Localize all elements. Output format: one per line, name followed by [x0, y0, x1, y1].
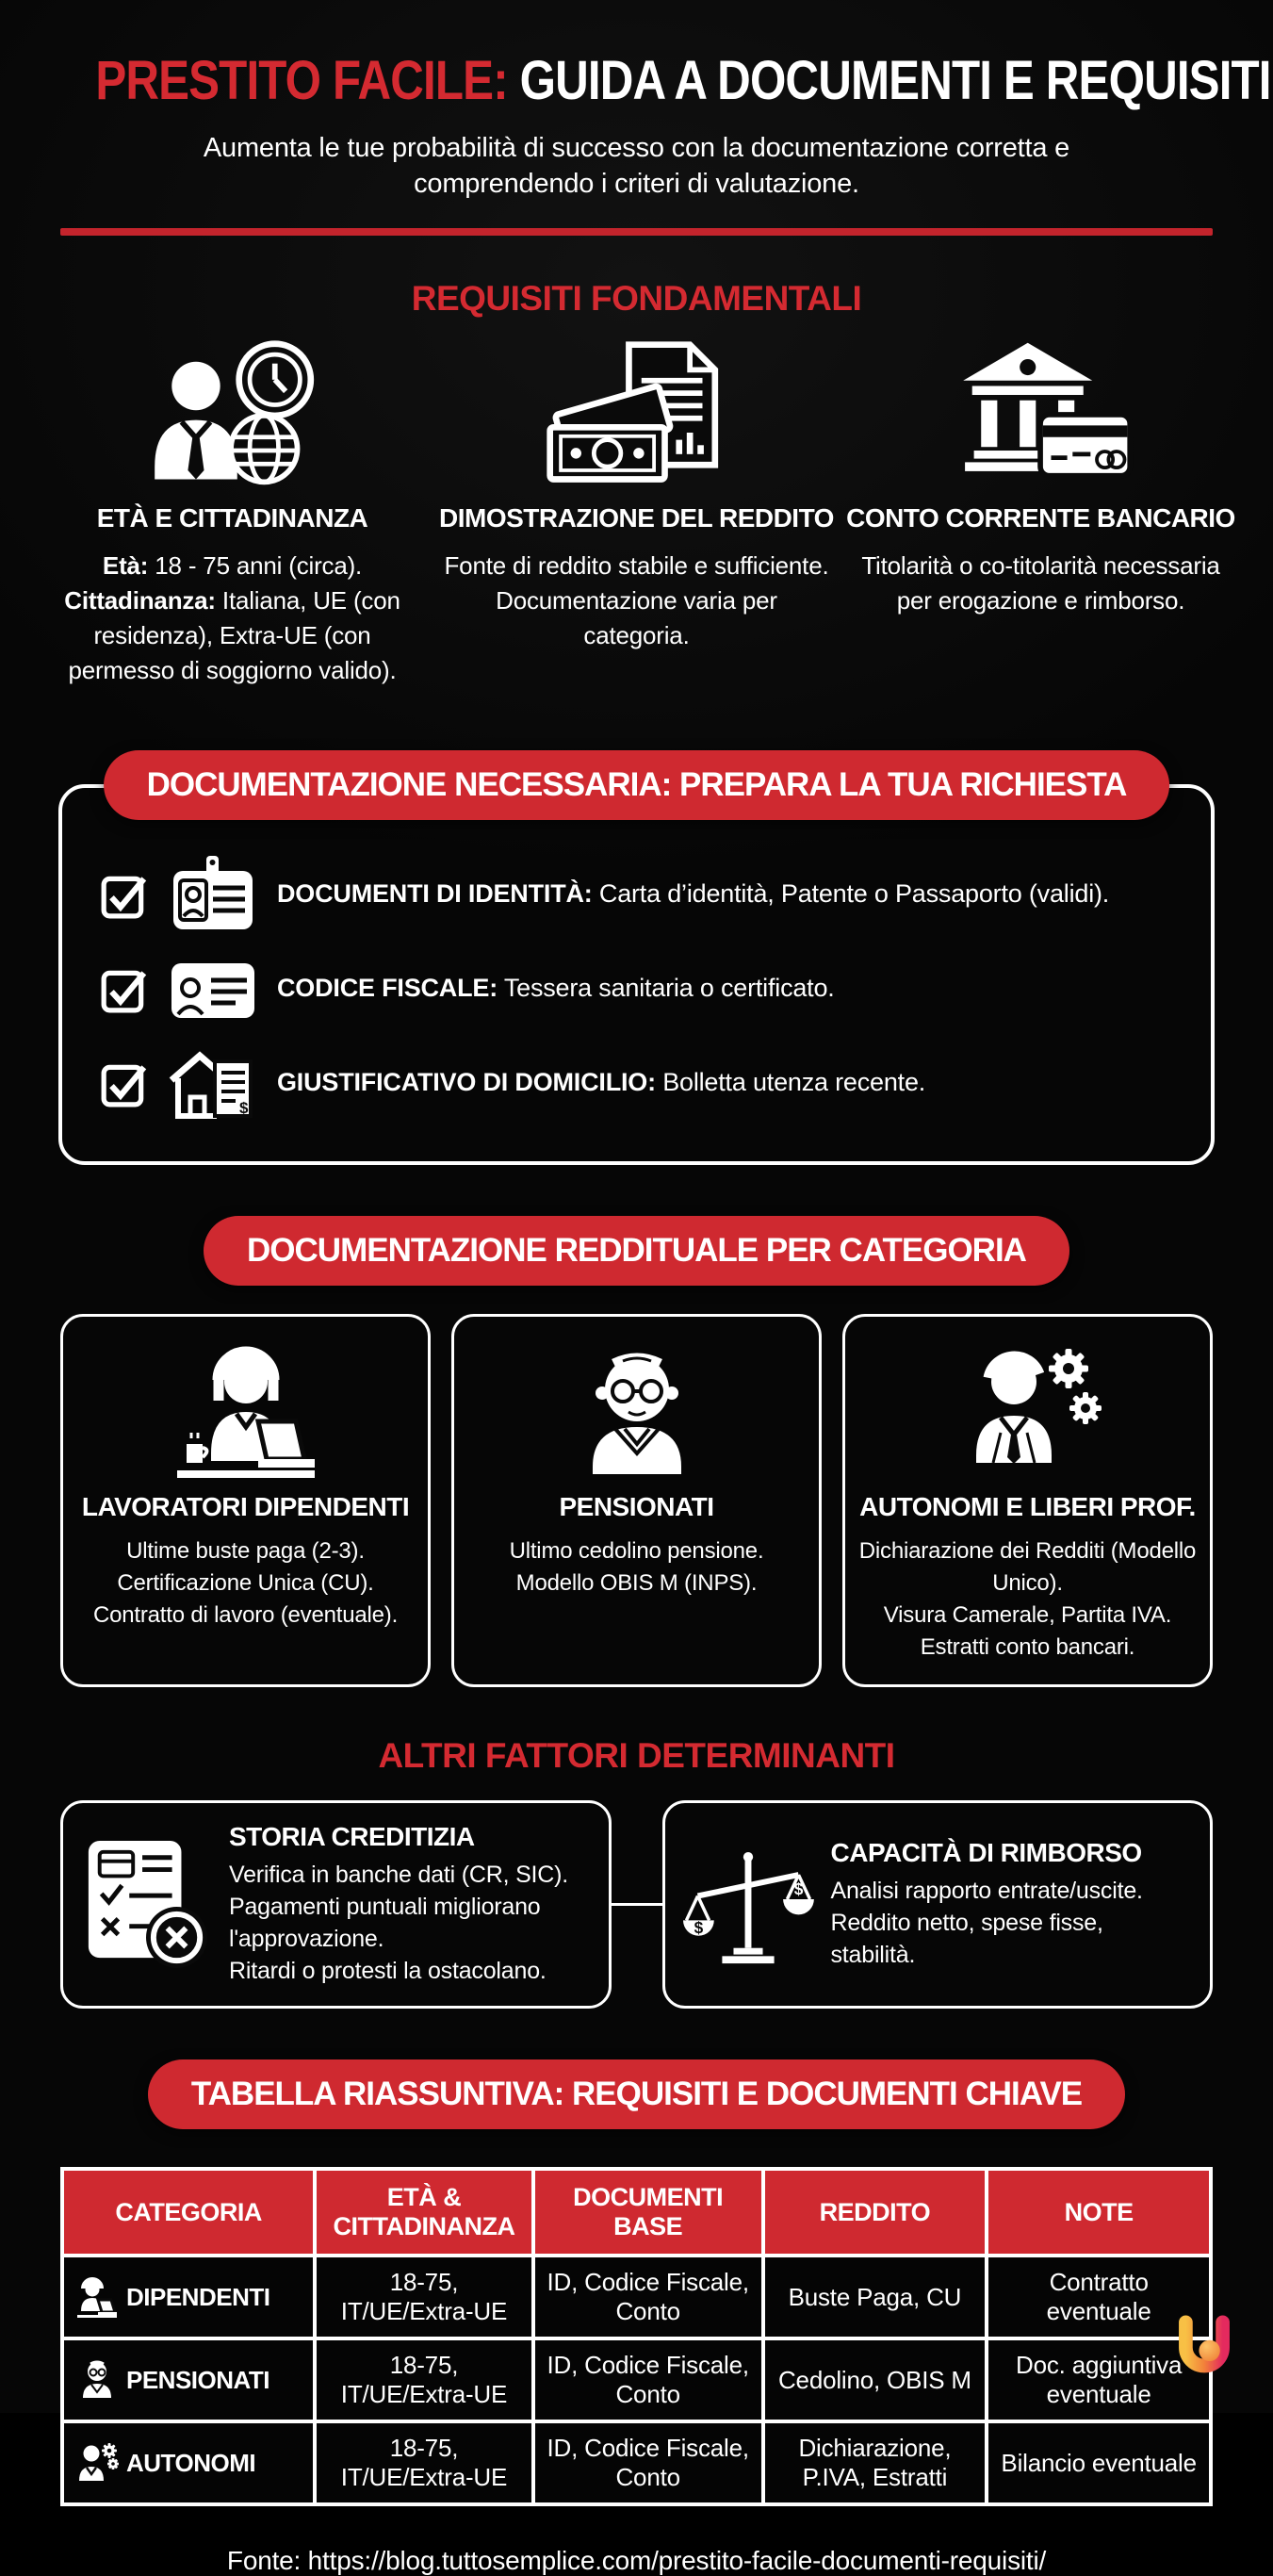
header — [0, 0, 1273, 236]
banknote-document-icon — [438, 339, 835, 488]
table-row-dipendenti: DIPENDENTI 18-75, IT/UE/Extra-UE ID, Codice Fiscale, Conto Buste Paga, CU Contratto eventuale — [62, 2256, 1211, 2338]
section-altri-fattori — [0, 1736, 1273, 2009]
svg-text:$: $ — [793, 1879, 803, 1898]
fattore-title: CAPACITÀ DI RIMBORSO — [830, 1838, 1142, 1868]
table-row-autonomi: AUTONOMI 18-75, IT/UE/Extra-UE ID, Codice Fiscale, Conto Dichiarazione, P.IVA, Estratti Bilancio eventuale — [62, 2421, 1211, 2504]
page-title — [0, 49, 1273, 112]
row-category-label: AUTONOMI — [126, 2448, 256, 2477]
fattore-text: Analisi rapporto entrate/uscite. Reddito netto, spese fisse, stabilità. — [830, 1878, 1143, 1968]
cittadinanza-value: Italiana, UE (con residenza), Extra-UE (con permesso di soggiorno valido). — [68, 586, 400, 685]
fattori-heading: ALTRI FATTORI DETERMINANTI — [378, 1736, 895, 1776]
requisiti-heading: REQUISITI FONDAMENTALI — [411, 279, 862, 319]
section-tabella-riassuntiva — [0, 2059, 1273, 2506]
row-category-label: DIPENDENTI — [126, 2282, 270, 2311]
card-connector-line — [612, 1800, 662, 2009]
col-eta-cittadinanza: ETÀ & CITTADINANZA — [315, 2169, 533, 2256]
red-divider — [60, 228, 1213, 236]
table-row-pensionati: PENSIONATI 18-75, IT/UE/Extra-UE ID, Codice Fiscale, Conto Cedolino, OBIS M Doc. aggiuntiva eventuale — [62, 2338, 1211, 2421]
requisito-eta-cittadinanza — [34, 339, 431, 688]
requisito-title: CONTO CORRENTE BANCARIO — [846, 503, 1235, 533]
pensioner-icon — [75, 2358, 119, 2402]
tabella-pill-heading: TABELLA RIASSUNTIVA: REQUISITI E DOCUMENTI CHIAVE — [148, 2059, 1125, 2129]
requisito-text — [40, 549, 425, 688]
footer — [0, 2546, 1273, 2576]
section-documentazione-necessaria — [58, 750, 1215, 1165]
balance-scale-icon — [682, 1834, 814, 1976]
card-storia-creditizia — [60, 1800, 612, 2009]
card-title: LAVORATORI DIPENDENTI — [81, 1492, 410, 1521]
freelancer-gears-icon — [75, 2441, 119, 2485]
documentazione-box — [58, 784, 1215, 1165]
requisito-reddito — [438, 339, 835, 688]
card-lavoratori-dipendenti — [60, 1314, 431, 1687]
pensioner-icon — [464, 1336, 809, 1485]
id-badge-icon — [168, 854, 258, 935]
fattore-text: Verifica in banche dati (CR, SIC). Pagamenti puntuali migliorano l'approvazione. Ritardi o protesti la ostacolano. — [229, 1862, 569, 1984]
tuttosemplice-u-logo-icon — [1171, 2313, 1237, 2379]
checklist-item-domicilio — [100, 1042, 1184, 1124]
requisito-text: Fonte di reddito stabile e sufficiente. Documentazione varia per categoria. — [444, 551, 829, 650]
checklist-text — [277, 973, 835, 1005]
card-text: Ultimo cedolino pensione. Modello OBIS M (INPS). — [509, 1538, 764, 1597]
documentazione-pill-heading: DOCUMENTAZIONE NECESSARIA: PREPARA LA TUA RICHIESTA — [104, 750, 1170, 820]
requisito-text: Titolarità o co-titolarità necessaria per erogazione e rimborso. — [861, 551, 1220, 615]
svg-text:$: $ — [239, 1099, 249, 1117]
fattore-title: STORIA CREDITIZIA — [229, 1822, 475, 1852]
home-bill-icon — [168, 1042, 258, 1124]
svg-text:$: $ — [694, 1918, 703, 1937]
page-title-rest: GUIDA A DOCUMENTI E REQUISITI — [519, 50, 1271, 111]
card-pensionati — [451, 1314, 822, 1687]
card-title: AUTONOMI E LIBERI PROF. — [859, 1492, 1196, 1521]
checklist-text — [277, 878, 1109, 911]
col-reddito: REDDITO — [763, 2169, 987, 2256]
checklist-item-codice-fiscale — [100, 948, 1184, 1029]
checklist-label: GIUSTIFICATIVO DI DOMICILIO: — [277, 1068, 656, 1097]
employee-laptop-icon — [75, 2275, 119, 2319]
checklist-desc: Bolletta utenza recente. — [662, 1068, 926, 1097]
credit-report-icon — [80, 1834, 212, 1976]
card-autonomi — [842, 1314, 1213, 1687]
requisito-title: ETÀ E CITTADINANZA — [96, 503, 368, 533]
checklist-text — [277, 1067, 925, 1099]
person-clock-globe-icon — [34, 339, 431, 488]
summary-table — [60, 2167, 1213, 2506]
section-requisiti-fondamentali — [0, 279, 1273, 688]
checkbox-icon — [100, 870, 149, 919]
row-category-label: PENSIONATI — [126, 2365, 269, 2394]
col-documenti-base: DOCUMENTI BASE — [533, 2169, 763, 2256]
source-text: Fonte: https://blog.tuttosemplice.com/prestito-facile-documenti-requisiti/ — [226, 2546, 1047, 2576]
section-documentazione-reddituale — [0, 1216, 1273, 1687]
checkbox-icon — [100, 964, 149, 1013]
checklist-desc: Carta d’identità, Patente o Passaporto (validi). — [598, 879, 1110, 909]
checklist-desc: Tessera sanitaria o certificato. — [503, 974, 835, 1003]
page-subtitle: Aumenta le tue probabilità di successo con la documentazione corretta e comprendendo i criteri di valutazione. — [203, 133, 1070, 199]
eta-label: Età: — [102, 551, 149, 581]
checkbox-icon — [100, 1058, 149, 1108]
freelancer-gears-icon — [855, 1336, 1200, 1485]
eta-value: 18 - 75 anni (circa). — [155, 551, 363, 581]
col-categoria: CATEGORIA — [62, 2169, 315, 2256]
card-text: Ultime buste paga (2-3). Certificazione Unica (CU). Contratto di lavoro (eventuale). — [92, 1538, 399, 1629]
card-capacita-rimborso — [662, 1800, 1214, 2009]
page-title-accent: PRESTITO FACILE: — [95, 50, 508, 111]
card-text: Dichiarazione dei Redditi (Modello Unico). Visura Camerale, Partita IVA. Estratti conto bancari. — [858, 1538, 1197, 1661]
table-header-row — [62, 2169, 1211, 2256]
categoria-pill-heading: DOCUMENTAZIONE REDDITUALE PER CATEGORIA — [204, 1216, 1069, 1286]
col-note: NOTE — [987, 2169, 1211, 2256]
employee-laptop-icon — [73, 1336, 418, 1485]
checklist-item-identita — [100, 854, 1184, 935]
requisito-conto — [842, 339, 1239, 688]
checklist-label: CODICE FISCALE: — [277, 974, 498, 1003]
cittadinanza-label: Cittadinanza: — [64, 586, 216, 615]
card-title: PENSIONATI — [559, 1492, 714, 1521]
checklist-label: DOCUMENTI DI IDENTITÀ: — [277, 879, 593, 909]
requisito-title: DIMOSTRAZIONE DEL REDDITO — [439, 503, 834, 533]
bank-credit-card-icon — [842, 339, 1239, 488]
fiscal-code-card-icon — [168, 948, 258, 1029]
